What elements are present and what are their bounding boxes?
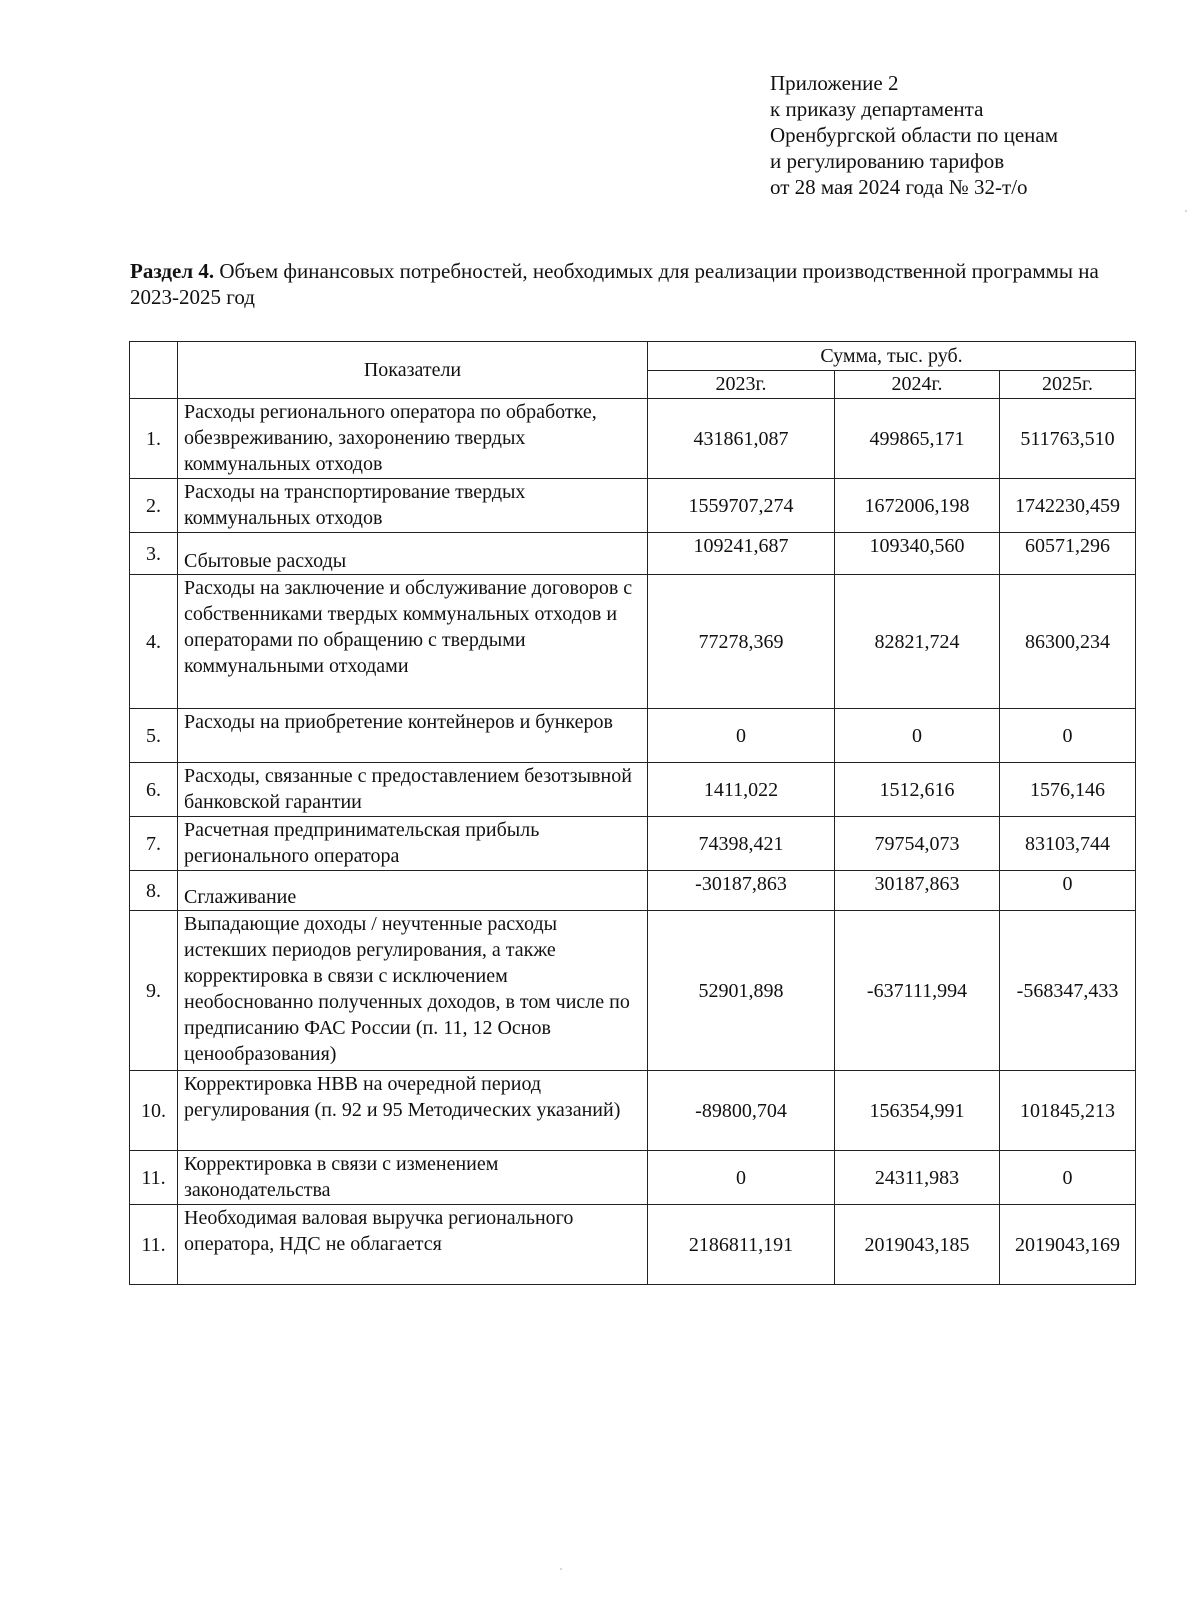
header-sum: Сумма, тыс. руб. bbox=[648, 342, 1136, 371]
value-2024: 82821,724 bbox=[835, 575, 1000, 709]
appendix-line: к приказу департамента bbox=[770, 97, 984, 121]
value-2025: 0 bbox=[1000, 709, 1136, 763]
row-number: 10. bbox=[130, 1071, 178, 1151]
value-2023: -89800,704 bbox=[648, 1071, 835, 1151]
section-title bbox=[130, 258, 1110, 310]
header-year-2024: 2024г. bbox=[835, 370, 1000, 399]
table-row bbox=[130, 817, 1136, 871]
value-2024: 499865,171 bbox=[835, 399, 1000, 479]
value-2025: 83103,744 bbox=[1000, 817, 1136, 871]
scan-speck bbox=[560, 1568, 562, 1570]
value-2024: 2019043,185 bbox=[835, 1205, 1000, 1285]
value-2024: 0 bbox=[835, 709, 1000, 763]
value-2025: 1742230,459 bbox=[1000, 479, 1136, 533]
row-number: 5. bbox=[130, 709, 178, 763]
header-indicators: Показатели bbox=[178, 342, 648, 399]
value-2025: 2019043,169 bbox=[1000, 1205, 1136, 1285]
row-number: 3. bbox=[130, 533, 178, 575]
value-2025: 60571,296 bbox=[1000, 533, 1136, 575]
row-number: 8. bbox=[130, 871, 178, 911]
row-indicator: Необходимая валовая выручка регионального оператора, НДС не облагается bbox=[178, 1205, 648, 1285]
appendix-line: от 28 мая 2024 года № 32-т/о bbox=[770, 175, 1028, 199]
table-row bbox=[130, 871, 1136, 911]
value-2024: 156354,991 bbox=[835, 1071, 1000, 1151]
value-2024: 79754,073 bbox=[835, 817, 1000, 871]
table-row bbox=[130, 1151, 1136, 1205]
table-row bbox=[130, 533, 1136, 575]
row-number: 11. bbox=[130, 1151, 178, 1205]
row-number: 11. bbox=[130, 1205, 178, 1285]
value-2025: 86300,234 bbox=[1000, 575, 1136, 709]
row-number: 9. bbox=[130, 911, 178, 1071]
value-2024: 109340,560 bbox=[835, 533, 1000, 575]
value-2024: 1672006,198 bbox=[835, 479, 1000, 533]
row-indicator: Расходы регионального оператора по обработке, обезвреживанию, захоронению твердых коммунальных отходов bbox=[178, 399, 648, 479]
scan-speck bbox=[1185, 210, 1187, 212]
value-2023: 0 bbox=[648, 709, 835, 763]
value-2023: 1559707,274 bbox=[648, 479, 835, 533]
row-indicator: Расходы на заключение и обслуживание договоров с собственниками твердых коммунальных отходов и операторами по обращению с твердыми коммунальными отходами bbox=[178, 575, 648, 709]
value-2023: 109241,687 bbox=[648, 533, 835, 575]
value-2024: 30187,863 bbox=[835, 871, 1000, 911]
table-row bbox=[130, 1071, 1136, 1151]
appendix-line: и регулированию тарифов bbox=[770, 149, 1005, 173]
appendix-header bbox=[770, 70, 1058, 200]
value-2023: 1411,022 bbox=[648, 763, 835, 817]
value-2024: -637111,994 bbox=[835, 911, 1000, 1071]
row-number: 7. bbox=[130, 817, 178, 871]
table-row bbox=[130, 399, 1136, 479]
table-row bbox=[130, 575, 1136, 709]
value-2023: -30187,863 bbox=[648, 871, 835, 911]
financial-needs-table bbox=[129, 341, 1136, 1285]
value-2025: 511763,510 bbox=[1000, 399, 1136, 479]
value-2025: 0 bbox=[1000, 1151, 1136, 1205]
row-indicator: Расчетная предпринимательская прибыль регионального оператора bbox=[178, 817, 648, 871]
table-row bbox=[130, 911, 1136, 1071]
row-number: 2. bbox=[130, 479, 178, 533]
row-indicator: Сбытовые расходы bbox=[178, 533, 648, 575]
appendix-line: Оренбургской области по ценам bbox=[770, 123, 1059, 147]
table-row bbox=[130, 1205, 1136, 1285]
row-indicator: Расходы, связанные с предоставлением безотзывной банковской гарантии bbox=[178, 763, 648, 817]
value-2023: 77278,369 bbox=[648, 575, 835, 709]
header-number-cell bbox=[130, 342, 178, 399]
value-2024: 1512,616 bbox=[835, 763, 1000, 817]
section-label: Раздел 4. bbox=[130, 259, 215, 283]
value-2025: 1576,146 bbox=[1000, 763, 1136, 817]
section-title-text: Объем финансовых потребностей, необходимых для реализации производственной программы на 2023-2025 год bbox=[130, 259, 1099, 309]
appendix-line: Приложение 2 bbox=[770, 71, 899, 95]
row-indicator: Корректировка в связи с изменением законодательства bbox=[178, 1151, 648, 1205]
value-2025: 0 bbox=[1000, 871, 1136, 911]
header-year-2025: 2025г. bbox=[1000, 370, 1136, 399]
value-2023: 431861,087 bbox=[648, 399, 835, 479]
table-row bbox=[130, 479, 1136, 533]
row-number: 6. bbox=[130, 763, 178, 817]
value-2023: 2186811,191 bbox=[648, 1205, 835, 1285]
header-year-2023: 2023г. bbox=[648, 370, 835, 399]
row-number: 1. bbox=[130, 399, 178, 479]
value-2025: -568347,433 bbox=[1000, 911, 1136, 1071]
row-indicator: Корректировка НВВ на очередной период регулирования (п. 92 и 95 Методических указаний) bbox=[178, 1071, 648, 1151]
table-header-row bbox=[130, 342, 1136, 371]
row-indicator: Расходы на транспортирование твердых коммунальных отходов bbox=[178, 479, 648, 533]
value-2023: 74398,421 bbox=[648, 817, 835, 871]
value-2024: 24311,983 bbox=[835, 1151, 1000, 1205]
row-indicator: Выпадающие доходы / неучтенные расходы истекших периодов регулирования, а также корректировка в связи с исключением необоснованно полученных доходов, в том числе по предписанию ФАС России (п. 11, 12 Основ ценообразования) bbox=[178, 911, 648, 1071]
table-row bbox=[130, 709, 1136, 763]
table-row bbox=[130, 763, 1136, 817]
row-indicator: Расходы на приобретение контейнеров и бункеров bbox=[178, 709, 648, 763]
row-indicator: Сглаживание bbox=[178, 871, 648, 911]
row-number: 4. bbox=[130, 575, 178, 709]
value-2025: 101845,213 bbox=[1000, 1071, 1136, 1151]
value-2023: 52901,898 bbox=[648, 911, 835, 1071]
value-2023: 0 bbox=[648, 1151, 835, 1205]
